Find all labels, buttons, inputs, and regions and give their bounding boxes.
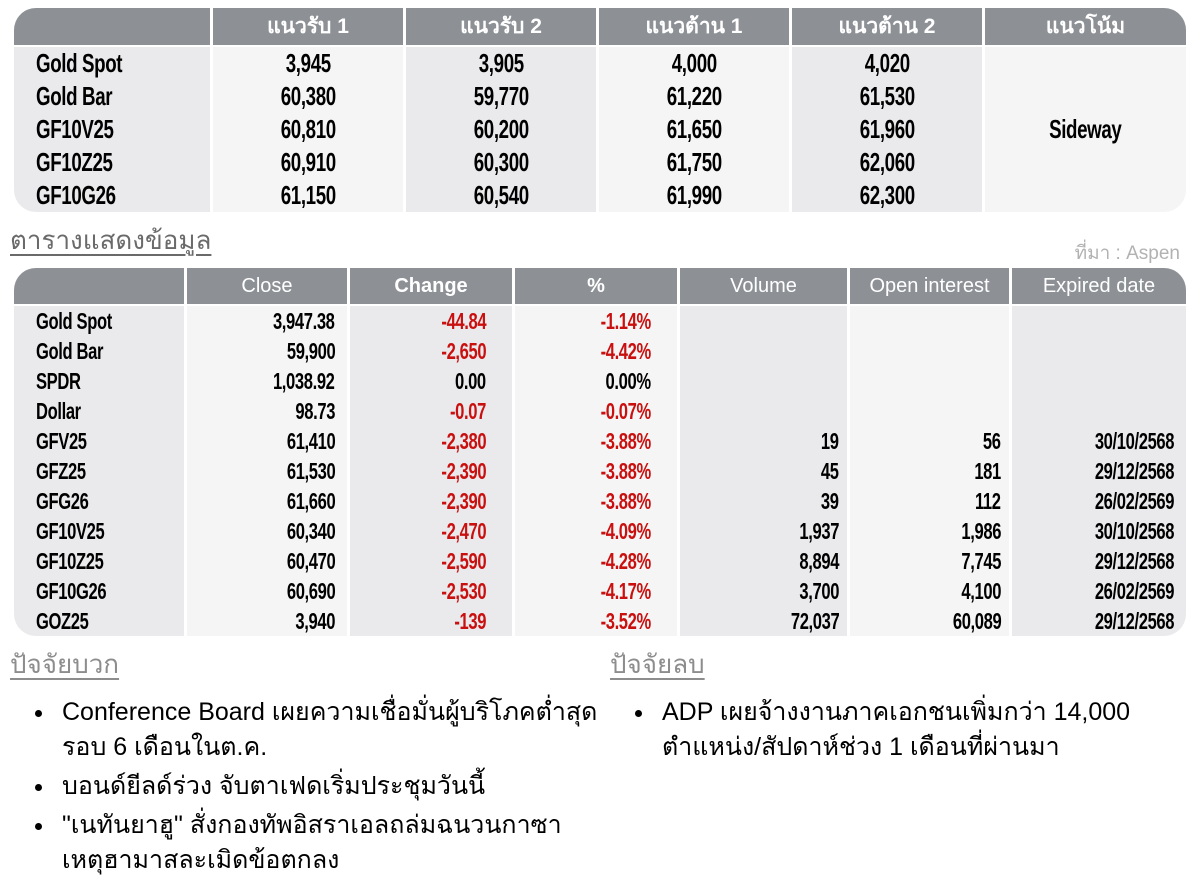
change-value: -2,530 (350, 576, 512, 606)
open-interest-value (850, 336, 1009, 366)
open-interest-value: 181 (850, 456, 1009, 486)
volume-value: 39 (680, 486, 847, 516)
close-value: 61,660 (187, 486, 347, 516)
percent-value: -4.28% (515, 546, 677, 576)
close-value: 98.73 (187, 396, 347, 426)
support-2-value: 3,905 (406, 47, 596, 80)
change-value: -139 (350, 606, 512, 636)
percent-value: -4.09% (515, 516, 677, 546)
open-interest-value (850, 306, 1009, 336)
instrument-label: Gold Spot (14, 306, 184, 336)
instrument-label: GF10G26 (14, 576, 184, 606)
support-1-value: 3,945 (213, 47, 403, 80)
instrument-label: Gold Bar (14, 336, 184, 366)
percent-value: -3.88% (515, 486, 677, 516)
header-resistance-2: แนวต้าน 2 (792, 8, 982, 45)
open-interest-value: 4,100 (850, 576, 1009, 606)
expired-date-value (1012, 336, 1186, 366)
resistance-2-value: 62,300 (792, 179, 982, 212)
header-trend: แนวโน้ม (985, 8, 1186, 45)
resistance-2-value: 62,060 (792, 146, 982, 179)
instrument-label: GF10Z25 (14, 546, 184, 576)
change-value: -2,380 (350, 426, 512, 456)
percent-value: -1.14% (515, 306, 677, 336)
header-empty-cell (14, 8, 210, 45)
instrument-label: Dollar (14, 396, 184, 426)
resistance-2-value: 61,530 (792, 80, 982, 113)
expired-date-value: 26/02/2569 (1012, 486, 1186, 516)
percent-value: -4.42% (515, 336, 677, 366)
instrument-label: GOZ25 (14, 606, 184, 636)
change-value: -44.84 (350, 306, 512, 336)
volume-value: 3,700 (680, 576, 847, 606)
support-1-value: 60,910 (213, 146, 403, 179)
resistance-1-value: 61,750 (599, 146, 789, 179)
expired-date-value (1012, 396, 1186, 426)
resistance-1-value: 61,650 (599, 113, 789, 146)
support-2-value: 60,200 (406, 113, 596, 146)
open-interest-value: 7,745 (850, 546, 1009, 576)
factor-bullet: • "เนทันยาฮู" สั่งกองทัพอิสราเอลถล่มฉนวนกาซา เหตุฮามาสละเมิดข้อตกลง (56, 808, 598, 878)
data-table-header (14, 268, 1186, 304)
open-interest-value: 56 (850, 426, 1009, 456)
expired-date-value: 26/02/2569 (1012, 576, 1186, 606)
volume-value: 19 (680, 426, 847, 456)
close-value: 60,690 (187, 576, 347, 606)
expired-date-value: 29/12/2568 (1012, 546, 1186, 576)
support-2-value: 59,770 (406, 80, 596, 113)
open-interest-value (850, 366, 1009, 396)
positive-factors-heading: ปัจจัยบวก (10, 649, 120, 679)
instrument-label: GF10V25 (14, 516, 184, 546)
close-value: 60,470 (187, 546, 347, 576)
support-1-value: 61,150 (213, 179, 403, 212)
header-support-2: แนวรับ 2 (406, 8, 596, 45)
header-open-interest: Open interest (850, 268, 1009, 304)
resistance-2-value: 61,960 (792, 113, 982, 146)
positive-factors-list (10, 695, 598, 878)
support-table-body (14, 47, 1186, 212)
percent-value: -3.88% (515, 426, 677, 456)
percent-value: -3.52% (515, 606, 677, 636)
change-value: -0.07 (350, 396, 512, 426)
change-value: 0.00 (350, 366, 512, 396)
volume-value (680, 306, 847, 336)
percent-value: 0.00% (515, 366, 677, 396)
resistance-1-value: 61,220 (599, 80, 789, 113)
open-interest-value: 1,986 (850, 516, 1009, 546)
close-value: 60,340 (187, 516, 347, 546)
expired-date-value (1012, 306, 1186, 336)
expired-date-value: 29/12/2568 (1012, 606, 1186, 636)
close-value: 3,940 (187, 606, 347, 636)
close-value: 61,410 (187, 426, 347, 456)
open-interest-value: 112 (850, 486, 1009, 516)
header-close: Close (187, 268, 347, 304)
negative-factors-column (598, 644, 1190, 882)
data-table-title: ตารางแสดงข้อมูล (10, 225, 212, 255)
resistance-2-value: 4,020 (792, 47, 982, 80)
instrument-label: GF10G26 (14, 179, 210, 212)
volume-value (680, 396, 847, 426)
change-value: -2,650 (350, 336, 512, 366)
support-1-value: 60,810 (213, 113, 403, 146)
header-expired-date: Expired date (1012, 268, 1186, 304)
percent-value: -0.07% (515, 396, 677, 426)
support-2-value: 60,300 (406, 146, 596, 179)
expired-date-value: 30/10/2568 (1012, 516, 1186, 546)
resistance-1-value: 61,990 (599, 179, 789, 212)
instrument-label: GFZ25 (14, 456, 184, 486)
factors-section (10, 644, 1190, 882)
instrument-label: GFG26 (14, 486, 184, 516)
percent-value: -3.88% (515, 456, 677, 486)
factor-bullet: • Conference Board เผยความเชื่อมั่นผู้บริโภคต่ำสุดรอบ 6 เดือนในต.ค. (56, 695, 598, 765)
factor-bullet: • ADP เผยจ้างงานภาคเอกชนเพิ่มกว่า 14,000 ตำแหน่ง/สัปดาห์ช่วง 1 เดือนที่ผ่านมา (656, 695, 1190, 765)
close-value: 61,530 (187, 456, 347, 486)
support-resistance-table (14, 8, 1186, 212)
percent-value: -4.17% (515, 576, 677, 606)
close-value: 59,900 (187, 336, 347, 366)
instrument-label: Gold Bar (14, 80, 210, 113)
instrument-label: SPDR (14, 366, 184, 396)
header-percent: % (515, 268, 677, 304)
change-value: -2,390 (350, 486, 512, 516)
instrument-label: Gold Spot (14, 47, 210, 80)
factor-bullet: • บอนด์ยีลด์ร่วง จับตาเฟดเริ่มประชุมวันนี้ (56, 769, 598, 804)
negative-factors-heading: ปัจจัยลบ (610, 649, 705, 679)
header-empty-cell (14, 268, 184, 304)
close-value: 1,038.92 (187, 366, 347, 396)
negative-factors-list (610, 695, 1190, 765)
close-value: 3,947.38 (187, 306, 347, 336)
volume-value (680, 336, 847, 366)
trend-value: Sideway (985, 47, 1186, 212)
header-volume: Volume (680, 268, 847, 304)
header-change: Change (350, 268, 512, 304)
instrument-label: GFV25 (14, 426, 184, 456)
expired-date-value: 29/12/2568 (1012, 456, 1186, 486)
volume-value: 45 (680, 456, 847, 486)
positive-factors-column (10, 644, 598, 882)
volume-value: 1,937 (680, 516, 847, 546)
instrument-label: GF10V25 (14, 113, 210, 146)
expired-date-value: 30/10/2568 (1012, 426, 1186, 456)
header-resistance-1: แนวต้าน 1 (599, 8, 789, 45)
support-2-value: 60,540 (406, 179, 596, 212)
open-interest-value (850, 396, 1009, 426)
open-interest-value: 60,089 (850, 606, 1009, 636)
instrument-label: GF10Z25 (14, 146, 210, 179)
volume-value: 8,894 (680, 546, 847, 576)
header-support-1: แนวรับ 1 (213, 8, 403, 45)
market-data-table (14, 268, 1186, 636)
change-value: -2,590 (350, 546, 512, 576)
volume-value: 72,037 (680, 606, 847, 636)
change-value: -2,470 (350, 516, 512, 546)
expired-date-value (1012, 366, 1186, 396)
change-value: -2,390 (350, 456, 512, 486)
support-1-value: 60,380 (213, 80, 403, 113)
data-table-body (14, 306, 1186, 636)
resistance-1-value: 4,000 (599, 47, 789, 80)
support-table-header (14, 8, 1186, 45)
source-label: ที่มา : Aspen (1074, 243, 1180, 264)
volume-value (680, 366, 847, 396)
